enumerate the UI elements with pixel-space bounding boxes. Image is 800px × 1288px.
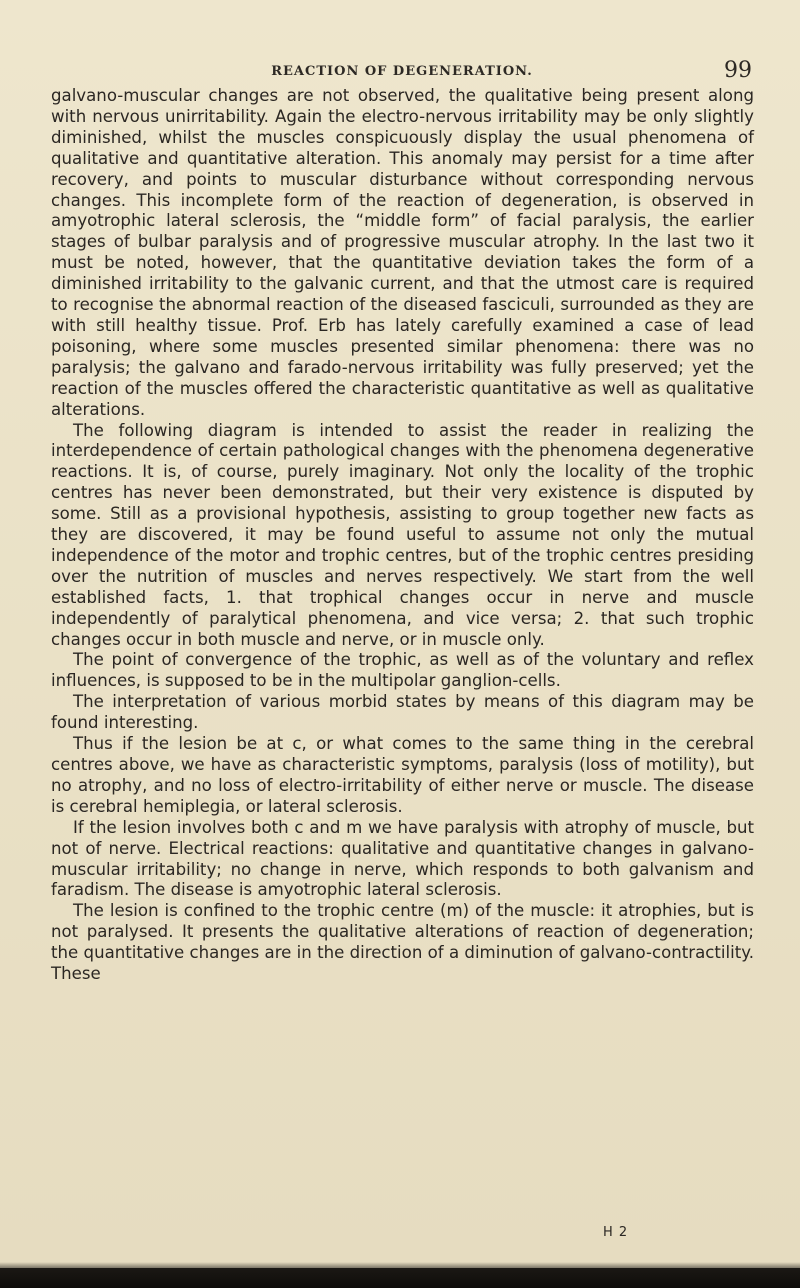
paragraph-4: The interpretation of various morbid states by means of this diagram may be found interesting. (51, 692, 754, 733)
body-text (51, 86, 754, 985)
paragraph-6: If the lesion involves both c and m we have paralysis with atrophy of muscle, but not of nerve. Electrical reactions: qualitative and quantitative changes in galvano-muscular irritability; no change in nerve, which responds to both galvanism and faradism. The disease is amyotrophic lateral sclerosis. (51, 817, 754, 900)
paragraph-7: The lesion is confined to the trophic centre (m) of the muscle: it atrophies, but is not paralysed. It presents the qualitative alterations of reaction of degeneration; the quantitative changes are in the direction of a diminution of galvano-contractility. These (51, 901, 754, 984)
running-title: REACTION OF DEGENERATION. (271, 64, 533, 79)
page-number: 99 (724, 58, 752, 83)
signature-mark: H 2 (603, 1225, 629, 1240)
paragraph-5: Thus if the lesion be at c, or what comes to the same thing in the cerebral centres above, we have as characteristic symptoms, paralysis (loss of motility), but no atrophy, and no loss of electro-irritability of either nerve or muscle. The disease is cerebral hemiplegia, or lateral sclerosis. (51, 734, 754, 816)
paragraph-1: galvano-muscular changes are not observed, the qualitative being present along with nervous unirritability. Again the electro-nervous irritability may be only slightly diminished, whilst the muscles conspicuously display the usual phenomena of qualitative and quantitative alteration. This anomaly may persist for a time after recovery, and points to muscular disturbance without corresponding nervous changes. This incomplete form of the reaction of degeneration, is observed in amyotrophic lateral sclerosis, the “middle form” of facial paralysis, the earlier stages of bulbar paralysis and of progressive muscular atrophy. In the last two it must be noted, however, that the quantitative deviation takes the form of a diminished irritability to the galvanic current, and that the utmost care is required to recognise the abnormal reaction of the diseased fasciculi, surrounded as they are with still healthy tissue. Prof. Erb has lately carefully examined a case of lead poisoning, where some muscles presented similar phenomena: there was no paralysis; the galvano and farado-nervous irritability was fully preserved; yet the reaction of the muscles offered the characteristic quantitative as well as qualitative alterations. (51, 86, 754, 419)
page-header (52, 58, 752, 88)
page-bottom-edge (0, 1268, 800, 1288)
paragraph-2: The following diagram is intended to assist the reader in realizing the interdependence of certain pathological changes with the phenomena degenerative reactions. It is, of course, purely imaginary. Not only the locality of the trophic centres has never been demonstrated, but their very existence is disputed by some. Still as a provisional hypothesis, assisting to group together new facts as they are discovered, it may be found useful to assume not only the mutual independence of the motor and trophic centres, but of the trophic centres presiding over the nutrition of muscles and nerves respectively. We start from the well established facts, 1. that trophical changes occur in nerve and muscle independently of paralytical phenomena, and vice versa; 2. that such trophic changes occur in both muscle and nerve, or in muscle only. (51, 420, 754, 649)
paragraph-3: The point of convergence of the trophic, as well as of the voluntary and reflex influences, is supposed to be in the multipolar ganglion-cells. (51, 650, 754, 691)
